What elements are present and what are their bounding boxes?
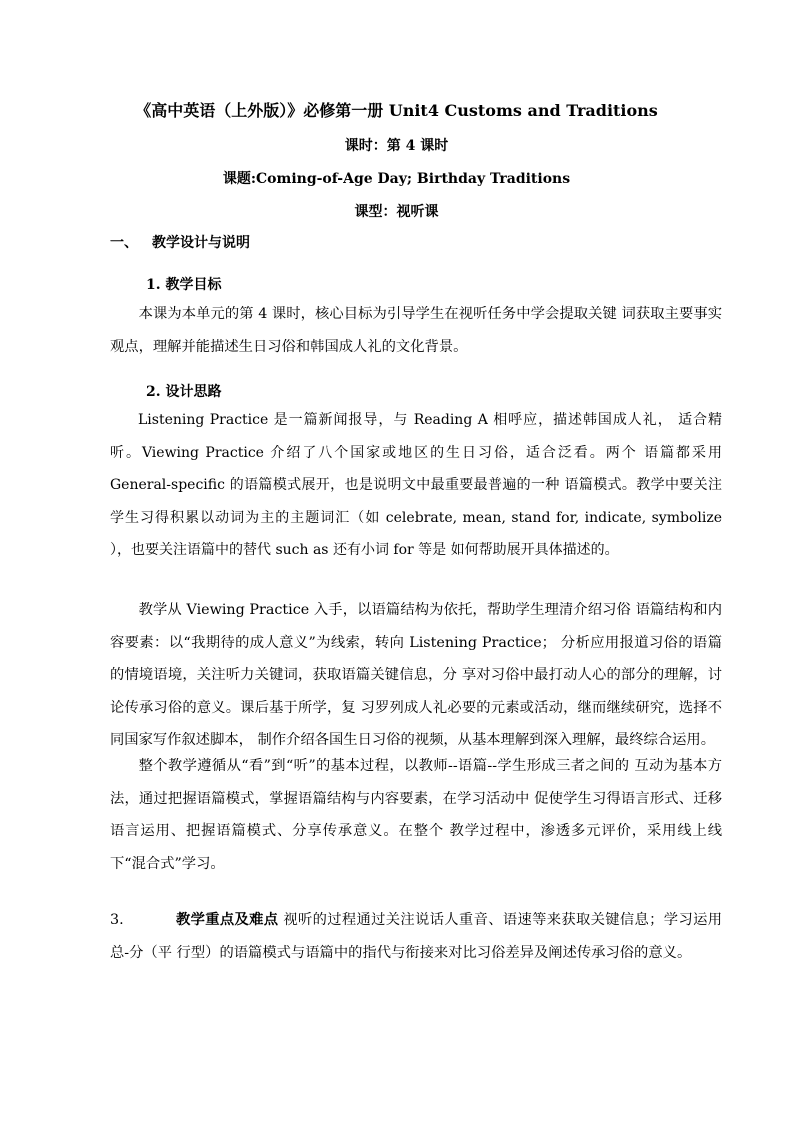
subsection-heading-objectives: 1. 教学目标 xyxy=(146,277,222,293)
lesson-topic: 课题:Coming-of-Age Day; Birthday Traditions xyxy=(222,171,571,187)
design-paragraph-2: 教学从 Viewing Practice 入手，以语篇结构为依托，帮助学生理清介绍习俗 语篇结构和内容要素：以“我期待的成人意义”为线索，转向 Listening Practice； 分析应用报道习俗的语篇的情境语境，关注听力关键词，获取语篇关键信息，分 享对习俗中最打动人心的部分的理解，讨论传承习俗的意义。课后基于所学，复 习罗列成人礼必要的元素或活动，继而继续研究，选择不同国家写作叙述脚本， 制作介绍各国生日习俗的视频，从基本理解到深入理解，最终综合运用。 xyxy=(110,602,722,749)
lesson-type: 课型：视听课 xyxy=(354,204,439,220)
document-title: 《高中英语（上外版）》必修第一册 Unit4 Customs and Traditions xyxy=(135,101,658,120)
design-paragraph-3: 整个教学遵循从“看”到“听”的基本过程，以教师--语篇--学生形成三者之间的 互动为基本方法，通过把握语篇模式，掌握语篇结构与内容要素，在学习活动中 促使学生习得语言形式、迁移语言运用、把握语篇模式、分享传承意义。在整个 教学过程中，渗透多元评价，采用线上线下“混合式”学习。 xyxy=(110,758,722,872)
section-number: 一、 xyxy=(110,235,138,251)
section-heading: 教学设计与说明 xyxy=(152,235,250,251)
focus-heading: 教学重点及难点 xyxy=(175,912,279,928)
objectives-paragraph: 本课为本单元的第 4 课时，核心目标为引导学生在视听任务中学会提取关键 词获取主要事实观点，理解并能描述生日习俗和韩国成人礼的文化背景。 xyxy=(110,306,722,355)
design-paragraph-1: Listening Practice 是一篇新闻报导，与 Reading A 相呼应，描述韩国成人礼， 适合精听。Viewing Practice 介绍了八个国家或地区的生日习俗，适合泛看。两个 语篇都采用 General-specific 的语篇模式展开，也是说明文中最重要最普遍的一种 语篇模式。教学中要关注学生习得积累以动词为主的主题词汇（如 celebrate, mean, stand for, indicate, symbolize ），也要关注语篇中的替代 such as 还有小词 for 等是 如何帮助展开具体描述的。 xyxy=(110,412,722,559)
subsection-heading-design: 2. 设计思路 xyxy=(146,384,222,400)
lesson-period: 课时：第 4 课时 xyxy=(344,138,449,154)
focus-body: 视听的过程通过关注说话人重音、语速等来获取关键信息；学习运用总-分（平 行型）的语篇模式与语篇中的指代与衔接来对比习俗差异及阐述传承习俗的意义。 xyxy=(110,912,723,961)
focus-paragraph xyxy=(110,904,722,969)
focus-number: 3. xyxy=(110,912,124,928)
